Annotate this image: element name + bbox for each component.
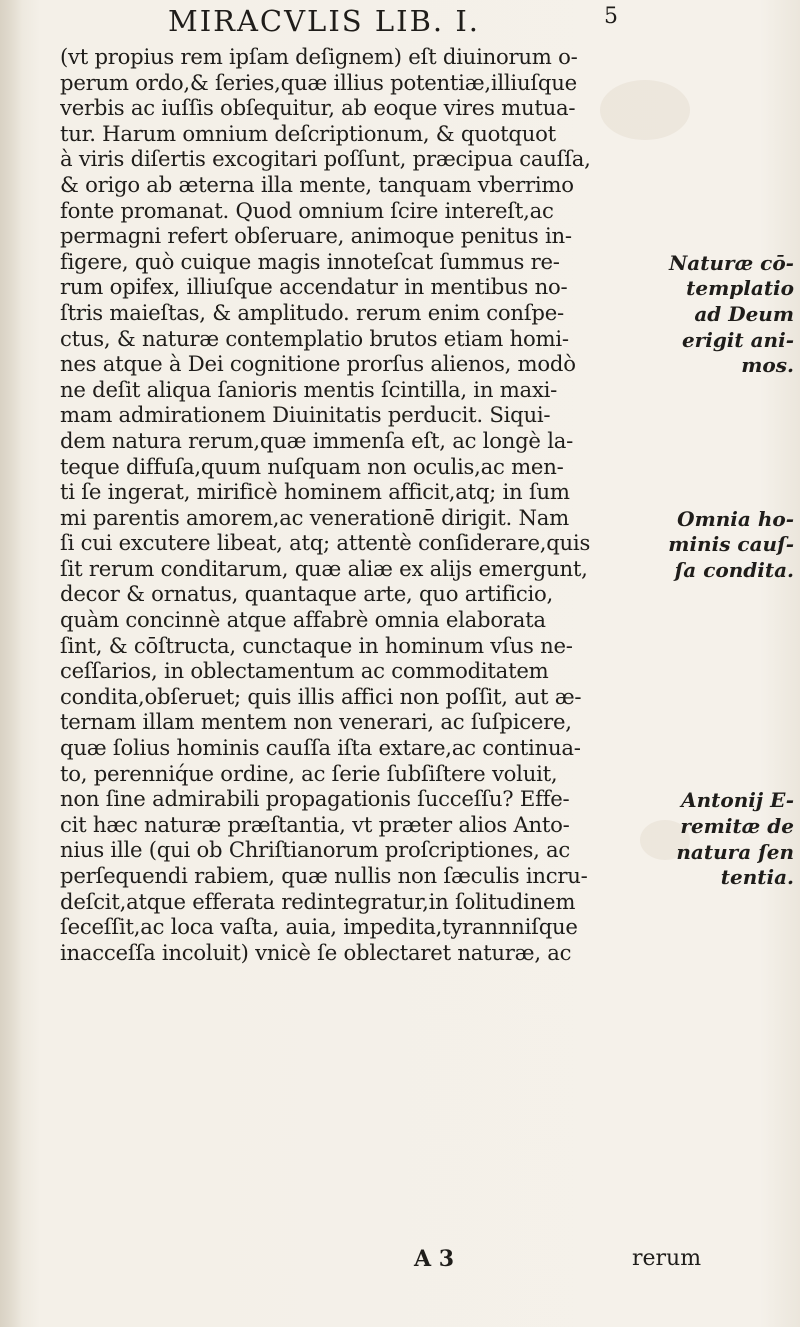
text-line: ctus, & naturæ contemplatio brutos etiam homi-: [60, 325, 569, 351]
text-line: rum opifex, illiuſque accendatur in mentibus no-: [60, 274, 568, 300]
margin-note: ad Deum: [694, 302, 794, 326]
text-line: nes atque à Dei cognitione prorſus alienos, modò: [60, 351, 576, 377]
text-line: dem natura rerum,quæ immenſa eſt, ac longè la-: [60, 427, 574, 453]
page-gutter-shadow: [0, 0, 22, 1327]
margin-note: ſa condita.: [674, 558, 794, 582]
catchword: rerum: [632, 1246, 702, 1271]
text-line: cit hæc naturæ præſtantia, vt præter alios Anto-: [60, 811, 570, 837]
text-line: inacceſſa incoluit) vnicè ſe oblectaret naturæ, ac: [60, 939, 572, 965]
text-line: (vt propius rem ipſam deſignem) eſt diuinorum o-: [60, 44, 578, 69]
text-line: mam admirationem Diuinitatis perducit. Siqui-: [60, 402, 551, 428]
text-line: decor & ornatus, quantaque arte, quo artificio,: [60, 581, 553, 607]
margin-note: erigit ani-: [681, 327, 794, 352]
text-line: non ſine admirabili propagationis ſucceſſu? Effe-: [60, 786, 570, 812]
text-line: ſtris maieſtas, & amplitudo. rerum enim conſpe-: [60, 299, 564, 325]
text-line: quæ ſolius hominis cauſſa iſta extare,ac continua-: [60, 735, 581, 761]
text-line: figere, quò cuique magis innoteſcat ſummus re-: [60, 248, 560, 274]
text-line: condita,obſeruet; quis illis affici non poſſit, aut æ-: [60, 683, 582, 709]
text-line: ne deſit aliqua ſanioris mentis ſcintilla, in maxi-: [60, 376, 558, 402]
text-line: deſcit,atque efferata redintegratur,in ſolitudinem: [60, 888, 576, 914]
margin-note: Naturæ cō-: [669, 250, 794, 275]
text-line: fonte promanat. Quod omnium ſcire intereſt,ac: [60, 197, 554, 223]
text-line: teque diffuſa,quum nuſquam non oculis,ac men-: [60, 453, 564, 479]
text-line: ceſſarios, in oblectamentum ac commoditatem: [60, 658, 549, 684]
text-line: ſi cui excutere libeat, atq; attentè conſiderare,quis: [60, 530, 591, 556]
signature-mark: A 3: [414, 1246, 455, 1272]
text-line: to, perenniq́ue ordine, ac ſerie ſubſiſtere voluit,: [60, 760, 558, 786]
margin-note: Omnia ho-: [677, 506, 794, 531]
text-line: à viris diſertis excogitari poſſunt, præcipua cauſſa,: [60, 146, 591, 172]
text-line: nius ille (qui ob Chriſtianorum proſcriptiones, ac: [60, 837, 571, 863]
margin-note: remitæ de: [680, 814, 794, 838]
text-line: quàm concinnè atque affabrè omnia elaborata: [60, 607, 546, 633]
text-line: ſit rerum conditarum, quæ aliæ ex alijs emergunt,: [60, 555, 588, 581]
text-line: verbis ac iuſſis obſequitur, ab eoque vires mutua-: [60, 95, 576, 121]
text-line: perum ordo,& ſeries,quæ illius potentiæ,illiuſque: [60, 69, 577, 95]
text-line: & origo ab æterna illa mente, tanquam vberrimo: [60, 171, 574, 197]
running-head-title: MIRACVLIS LIB. I.: [168, 4, 480, 38]
page-number: 5: [604, 4, 620, 29]
margin-note: templatio: [686, 276, 794, 301]
text-line: tur. Harum omnium deſcriptionum, & quotquot: [60, 120, 556, 146]
text-line: mi parentis amorem,ac venerationē dirigit. Nam: [60, 504, 569, 530]
margin-note: mos.: [741, 353, 794, 378]
text-line: perſequendi rabiem, quæ nullis non ſæculis incru-: [60, 863, 588, 888]
text-line: permagni refert obſeruare, animoque penitus in-: [60, 223, 572, 249]
running-head: [168, 4, 768, 40]
margin-note: tentia.: [720, 865, 794, 890]
margin-note: minis cauſ-: [668, 532, 794, 557]
text-line: ſint, & cōſtructa, cunctaque in hominum vſus ne-: [60, 632, 573, 658]
text-line: ternam illam mentem non venerari, ac ſuſpicere,: [60, 709, 572, 735]
text-line: ſeceſſit,ac loca vaſta, auia, impedita,tyrannniſque: [60, 914, 578, 940]
main-text-block: [60, 44, 690, 965]
margin-note: Antonij E-: [681, 788, 794, 813]
margin-note: natura ſen: [676, 839, 794, 864]
text-line: ti ſe ingerat, mirificè hominem afficit,atq; in ſum: [60, 479, 570, 505]
